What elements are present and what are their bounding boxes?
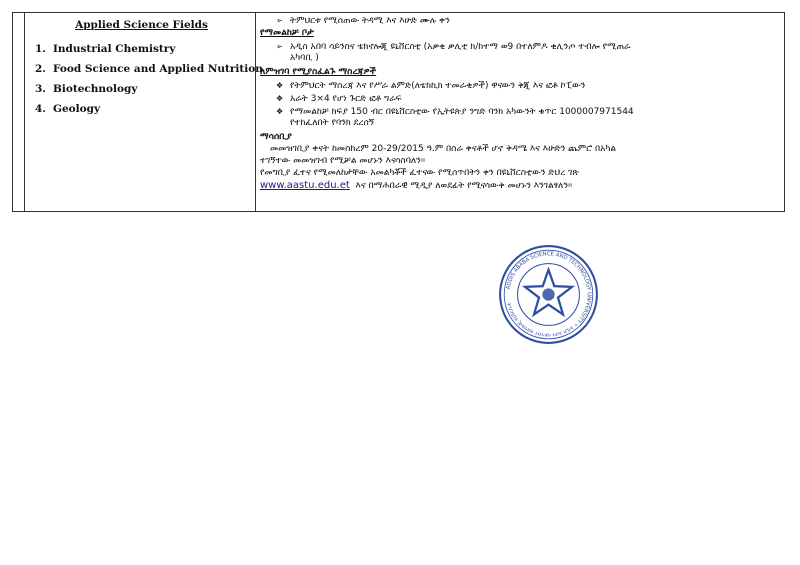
university-seal-icon — [497, 243, 600, 346]
website-link[interactable]: www.aastu.edu.et — [260, 180, 350, 191]
svg-text:ADDIS ABABA SCIENCE AND TECHNO: ADDIS ABABA SCIENCE AND TECHNOLOGY UNIVERSITY • አዲስ አበባ ሳይንስና ቴክኖሎጂ ዩኒቨርሲቲ — [505, 251, 592, 338]
fields-column — [13, 13, 263, 211]
note-text: እና በማሕበራዊ ሚዲያ ለወደፊት የሚናሳውቅ መሆኑን እንገልፃለን፡፡ — [355, 181, 573, 191]
item-number: 3. — [35, 83, 46, 95]
venue-heading: የማመልከቻ ቦታ — [260, 28, 314, 38]
requirement-item — [276, 80, 585, 93]
requirement-text: የትምህርት ማስረጃ እና የሥራ ልምድ(ለቴክኪክ ተመራቂዎች) ዋናውን ቅጂ እና ፎቶ ኮፒውን — [290, 81, 586, 91]
diamond-bullet-icon: ❖ — [276, 94, 284, 103]
note-line — [260, 180, 572, 193]
requirement-item — [276, 93, 402, 106]
requirement-text-cont: የተከፈለበት የባንክ ደረሰኝ — [290, 118, 375, 128]
list-item — [35, 59, 263, 79]
item-label: Biotechnology — [53, 83, 138, 95]
schedule-line — [276, 15, 450, 28]
details-column — [256, 13, 784, 211]
venue-line-cont: አካባቢ ) — [290, 53, 319, 63]
venue-text: አዲስ አበባ ሳይንስና ቴክኖሎጂ ዩኒቨርስቲ (አቃቂ ቃሊቲ ክ/ከተማ ወ9 በተለምዶ ቂሊንጦ ተብሎ የሚጠራ — [290, 42, 631, 52]
note-line: ተገኝተው መመዝገብ የሚቻል መሆኑን እናሳስባለን፡፡ — [260, 156, 426, 166]
item-label: Geology — [53, 103, 101, 115]
list-item — [35, 99, 263, 119]
requirements-heading: ለምዝገባ የሚያስፈልጉ ማስረጃዎች — [260, 67, 377, 77]
arrow-bullet-icon: ➢ — [276, 16, 283, 25]
item-label: Food Science and Applied Nutrition — [53, 63, 263, 75]
diamond-bullet-icon: ❖ — [276, 107, 284, 116]
requirement-item — [276, 106, 634, 119]
list-item — [35, 79, 263, 99]
fields-list — [35, 39, 263, 119]
arrow-bullet-icon: ➢ — [276, 42, 283, 51]
diamond-bullet-icon: ❖ — [276, 81, 284, 90]
document-table — [12, 12, 785, 212]
note-line: የመግቢያ ፈተና የሚመለከታቸው አመልካቾች ፈተናው የሚሰጥበትን ቀን በዩኒቨርስቲውን ድህረ ገጽ — [260, 168, 579, 178]
venue-line — [276, 41, 780, 54]
list-item — [35, 39, 263, 59]
item-number: 1. — [35, 43, 46, 55]
item-number: 2. — [35, 63, 46, 75]
fields-title: Applied Science Fields — [75, 19, 208, 31]
schedule-text: ትምህርቱ የሚሰጠው ትዳሚ እና እሁድ ሙሉ ቀን — [290, 16, 450, 26]
requirement-text: የማመልከቻ ክፍያ 150 ብር በዩኒቨርስቲው የኢትዩጵያ ንግድ ባንክ አካውንት ቁጥር 1000007971544 — [290, 107, 634, 117]
note-line: መመዝገቢያ ቀናት ከመስከረም 20-29/2015 ዓ.ም በስራ ቀናቶች ሆኖ ቅዳሜ እና እሁድን ጨምሮ በአካል — [270, 144, 617, 154]
requirement-text: አራት 3×4 የሆነ ጉርድ ፎቶ ግራፍ — [290, 94, 402, 104]
item-number: 4. — [35, 103, 46, 115]
note-heading: ማሳሰቢያ — [260, 132, 292, 142]
item-label: Industrial Chemistry — [53, 43, 176, 55]
